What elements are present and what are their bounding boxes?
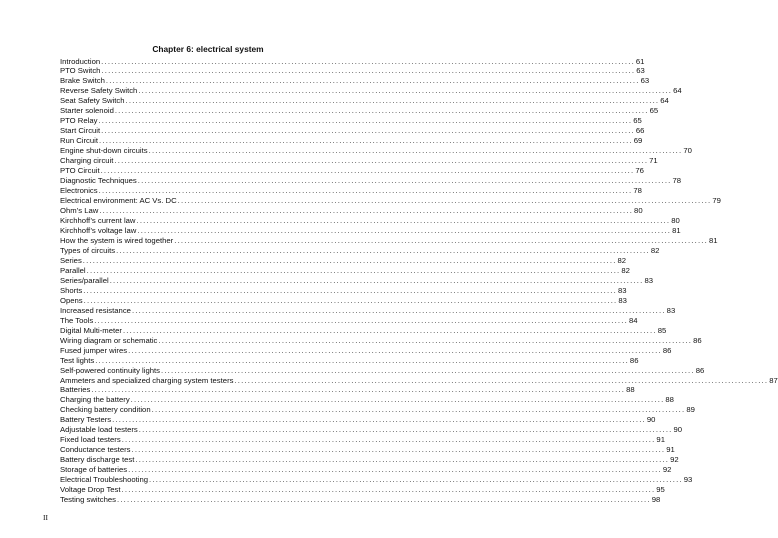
dot-leader: ................................................................................................................................................................ <box>101 66 636 76</box>
dot-leader: ................................................................................................................................................................ <box>116 245 650 255</box>
toc-entry-label: PTO Circuit <box>60 166 100 176</box>
toc-entry-page: 80 <box>671 216 680 225</box>
toc-entry-label: Test lights <box>60 355 95 365</box>
toc-entry-page: 90 <box>673 425 683 435</box>
toc-entry-page: 79 <box>712 196 721 206</box>
toc-entry-page: 88 <box>626 385 635 395</box>
toc-entry[interactable] <box>60 166 644 176</box>
dot-leader: ................................................................................................................................................................ <box>136 216 671 225</box>
toc-entry[interactable] <box>60 405 695 415</box>
toc-entry[interactable] <box>60 76 650 86</box>
toc-entry-label: Self-powered continuity lights <box>60 365 160 375</box>
toc-entry-page: 83 <box>617 285 627 295</box>
toc-entry[interactable] <box>60 375 778 386</box>
toc-entry-page: 89 <box>686 405 695 415</box>
dot-leader: ................................................................................................................................................................ <box>131 305 666 315</box>
toc-entry-page: 82 <box>617 255 627 265</box>
dot-leader: ................................................................................................................................................................ <box>158 335 693 345</box>
toc-entry[interactable] <box>60 176 682 186</box>
dot-leader: ................................................................................................................................................................ <box>149 475 683 485</box>
toc-entry[interactable] <box>60 186 642 196</box>
dot-leader: ................................................................................................................................................................ <box>109 275 644 285</box>
toc-entry[interactable] <box>60 425 683 435</box>
toc-entry-page: 69 <box>633 136 643 146</box>
dot-leader: ................................................................................................................................................................ <box>98 186 633 196</box>
toc-entry[interactable] <box>60 156 658 166</box>
toc-entry-page: 71 <box>649 156 658 166</box>
toc-entry[interactable] <box>60 485 665 495</box>
toc-entry[interactable] <box>60 495 661 505</box>
toc-entry-page: 91 <box>666 445 675 455</box>
dot-leader: ................................................................................................................................................................ <box>121 435 656 445</box>
toc-entry-page: 83 <box>644 275 654 285</box>
toc-entry-page: 93 <box>683 475 693 485</box>
toc-entry-label: Introduction <box>60 56 101 66</box>
toc-entry[interactable] <box>60 385 635 395</box>
toc-entry-page: 92 <box>670 455 679 465</box>
toc-entry-page: 64 <box>660 96 669 106</box>
toc-entry-page: 81 <box>672 225 681 235</box>
toc-entry-page: 61 <box>635 56 645 66</box>
toc-entry[interactable] <box>60 455 679 465</box>
dot-leader: ................................................................................................................................................................ <box>121 485 656 495</box>
toc-entry[interactable] <box>60 196 721 206</box>
toc-entry-page: 78 <box>633 186 642 196</box>
toc-entry-label: Opens <box>60 295 83 305</box>
toc-entry[interactable] <box>60 56 645 67</box>
dot-leader: ................................................................................................................................................................ <box>138 425 673 435</box>
toc-entry-label: Ohm’s Law <box>60 206 99 216</box>
toc-entry[interactable] <box>60 66 645 76</box>
toc-entry-page: 86 <box>629 355 639 365</box>
toc-entry-page: 83 <box>666 305 676 315</box>
toc-entry[interactable] <box>60 106 659 116</box>
dot-leader: ................................................................................................................................................................ <box>95 355 629 365</box>
toc-entry-label: PTO Switch <box>60 66 101 76</box>
toc-entry[interactable] <box>60 96 669 106</box>
toc-entry-page: 98 <box>651 495 661 505</box>
toc-entry[interactable] <box>60 146 692 156</box>
toc-entry-label: Testing switches <box>60 495 116 505</box>
toc-entry-page: 85 <box>657 325 667 335</box>
toc-entry-label: Reverse Safety Switch <box>60 86 138 96</box>
toc-entry[interactable] <box>60 216 680 226</box>
toc-entry-page: 91 <box>656 435 665 445</box>
toc-entry-label: Fixed load testers <box>60 435 121 445</box>
dot-leader: ................................................................................................................................................................ <box>125 96 660 106</box>
dot-leader: ................................................................................................................................................................ <box>177 196 712 206</box>
dot-leader: ................................................................................................................................................................ <box>99 136 633 146</box>
toc-entry-label: Conductance testers <box>60 445 131 455</box>
toc-entry-page: 70 <box>683 146 692 156</box>
toc-entry-label: PTO Relay <box>60 116 98 126</box>
toc-entry-label: Kirchhoff’s current law <box>60 216 136 225</box>
toc-entry-page: 64 <box>673 86 682 96</box>
toc-entry-page: 81 <box>708 235 718 245</box>
toc-entry-label: Parallel <box>60 265 86 275</box>
toc-entry-label: Engine shut-down circuits <box>60 146 148 156</box>
toc-entry[interactable] <box>60 245 660 256</box>
toc-entry-page: 82 <box>621 265 630 275</box>
toc-entry-label: Battery Testers <box>60 415 112 425</box>
toc-entry-label: Increased resistance <box>60 305 131 315</box>
toc-entry[interactable] <box>60 295 627 306</box>
dot-leader: ................................................................................................................................................................ <box>122 325 657 335</box>
toc-entry[interactable] <box>60 315 638 326</box>
toc-entry-page: 84 <box>628 315 638 325</box>
toc-entry-label: Electronics <box>60 186 98 196</box>
dot-leader: ................................................................................................................................................................ <box>82 255 617 265</box>
dot-leader: ................................................................................................................................................................ <box>114 106 649 116</box>
toc-entry[interactable] <box>60 225 681 236</box>
dot-leader: ................................................................................................................................................................ <box>130 395 665 405</box>
toc-entry-label: Types of circuits <box>60 245 116 255</box>
toc-entry[interactable] <box>60 445 675 455</box>
toc-entry-page: 76 <box>635 166 644 176</box>
dot-leader: ................................................................................................................................................................ <box>137 176 672 186</box>
dot-leader: ................................................................................................................................................................ <box>83 285 617 295</box>
toc-entry-label: Electrical environment: AC Vs. DC <box>60 196 177 206</box>
dot-leader: ................................................................................................................................................................ <box>86 265 621 275</box>
dot-leader: ................................................................................................................................................................ <box>234 375 769 385</box>
toc-entry[interactable] <box>60 235 718 246</box>
toc-entry[interactable] <box>60 86 682 96</box>
toc-entry-label: Fused jumper wires <box>60 345 128 355</box>
dot-leader: ................................................................................................................................................................ <box>116 495 651 505</box>
toc-entry[interactable] <box>60 265 630 276</box>
toc-entry[interactable] <box>60 305 676 316</box>
toc-entry-page: 86 <box>695 365 705 375</box>
toc-entry-label: Series <box>60 255 82 265</box>
toc-entry-page: 83 <box>618 295 627 305</box>
toc-entry-page: 80 <box>634 206 643 216</box>
toc-entry[interactable] <box>60 355 639 366</box>
toc-entry[interactable] <box>60 345 672 356</box>
toc-entry-label: The Tools <box>60 315 94 325</box>
dot-leader: ................................................................................................................................................................ <box>174 235 708 245</box>
toc-entry[interactable] <box>60 415 656 425</box>
dot-leader: ................................................................................................................................................................ <box>128 465 662 475</box>
toc-entry-label: How the system is wired together <box>60 235 174 245</box>
toc-entry-label: Series/parallel <box>60 275 109 285</box>
dot-leader: ................................................................................................................................................................ <box>94 315 628 325</box>
toc-entry-page: 65 <box>633 116 642 126</box>
toc-entry-label: Storage of batteries <box>60 465 128 475</box>
toc-entry-label: Electrical Troubleshooting <box>60 475 149 485</box>
toc-entry-label: Diagnostic Techniques <box>60 176 137 186</box>
dot-leader: ................................................................................................................................................................ <box>114 156 649 166</box>
dot-leader: ................................................................................................................................................................ <box>148 146 683 156</box>
dot-leader: ................................................................................................................................................................ <box>131 445 666 455</box>
toc-entry-label: Start Circuit <box>60 126 101 136</box>
toc-entry-label: Charging circuit <box>60 156 114 166</box>
toc-entry-page: 86 <box>662 345 672 355</box>
toc-entry[interactable] <box>60 365 705 376</box>
toc-entry[interactable] <box>60 126 645 136</box>
toc-entry-page: 90 <box>646 415 656 425</box>
toc-entry-page: 86 <box>693 335 702 345</box>
toc-entry[interactable] <box>60 255 627 266</box>
dot-leader: ................................................................................................................................................................ <box>105 76 640 86</box>
table-of-contents <box>60 56 778 506</box>
toc-entry[interactable] <box>60 335 702 346</box>
toc-entry[interactable] <box>60 206 643 216</box>
toc-entry-label: Ammeters and specialized charging system testers <box>60 375 234 385</box>
toc-entry-label: Digital Multi-meter <box>60 325 122 335</box>
toc-entry-label: Starter solenoid <box>60 106 114 116</box>
toc-entry-label: Adjustable load testers <box>60 425 138 435</box>
dot-leader: ................................................................................................................................................................ <box>137 225 672 235</box>
dot-leader: ................................................................................................................................................................ <box>161 365 695 375</box>
toc-entry-page: 65 <box>649 106 659 116</box>
toc-entry[interactable] <box>60 395 674 405</box>
toc-entry-page: 88 <box>665 395 674 405</box>
page-number: II <box>43 513 48 522</box>
toc-entry-page: 82 <box>650 245 660 255</box>
toc-entry-page: 87 <box>769 375 778 385</box>
dot-leader: ................................................................................................................................................................ <box>100 166 635 176</box>
toc-entry-label: Run Circuit <box>60 136 99 146</box>
toc-entry-page: 78 <box>672 176 682 186</box>
toc-entry-label: Wiring diagram or schematic <box>60 335 158 345</box>
dot-leader: ................................................................................................................................................................ <box>138 86 673 96</box>
page-title: Chapter 6: electrical system <box>152 44 264 54</box>
dot-leader: ................................................................................................................................................................ <box>99 206 634 216</box>
toc-entry-label: Battery discharge test <box>60 455 135 465</box>
toc-entry-label: Checking battery condition <box>60 405 151 415</box>
toc-entry-label: Kirchhoff’s voltage law <box>60 225 137 235</box>
dot-leader: ................................................................................................................................................................ <box>135 455 670 465</box>
dot-leader: ................................................................................................................................................................ <box>128 345 662 355</box>
toc-entry-page: 63 <box>640 76 650 86</box>
dot-leader: ................................................................................................................................................................ <box>112 415 646 425</box>
dot-leader: ................................................................................................................................................................ <box>91 385 626 395</box>
toc-entry[interactable] <box>60 435 665 445</box>
toc-entry[interactable] <box>60 475 693 485</box>
toc-entry-page: 66 <box>635 126 645 136</box>
toc-entry-page: 92 <box>662 465 672 475</box>
dot-leader: ................................................................................................................................................................ <box>98 116 633 126</box>
toc-entry-label: Brake Switch <box>60 76 105 86</box>
toc-entry-label: Voltage Drop Test <box>60 485 121 495</box>
dot-leader: ................................................................................................................................................................ <box>101 56 635 66</box>
dot-leader: ................................................................................................................................................................ <box>101 126 635 136</box>
dot-leader: ................................................................................................................................................................ <box>151 405 686 415</box>
dot-leader: ................................................................................................................................................................ <box>83 295 618 305</box>
toc-entry-page: 63 <box>636 66 645 76</box>
toc-entry[interactable] <box>60 275 654 286</box>
toc-entry[interactable] <box>60 285 627 296</box>
toc-entry-label: Batteries <box>60 385 91 395</box>
toc-entry-label: Shorts <box>60 285 83 295</box>
toc-entry-page: 95 <box>656 485 665 495</box>
toc-entry[interactable] <box>60 465 672 475</box>
toc-entry[interactable] <box>60 116 642 126</box>
toc-entry[interactable] <box>60 136 643 146</box>
toc-entry[interactable] <box>60 325 667 336</box>
toc-entry-label: Seat Safety Switch <box>60 96 125 106</box>
toc-entry-label: Charging the battery <box>60 395 130 405</box>
